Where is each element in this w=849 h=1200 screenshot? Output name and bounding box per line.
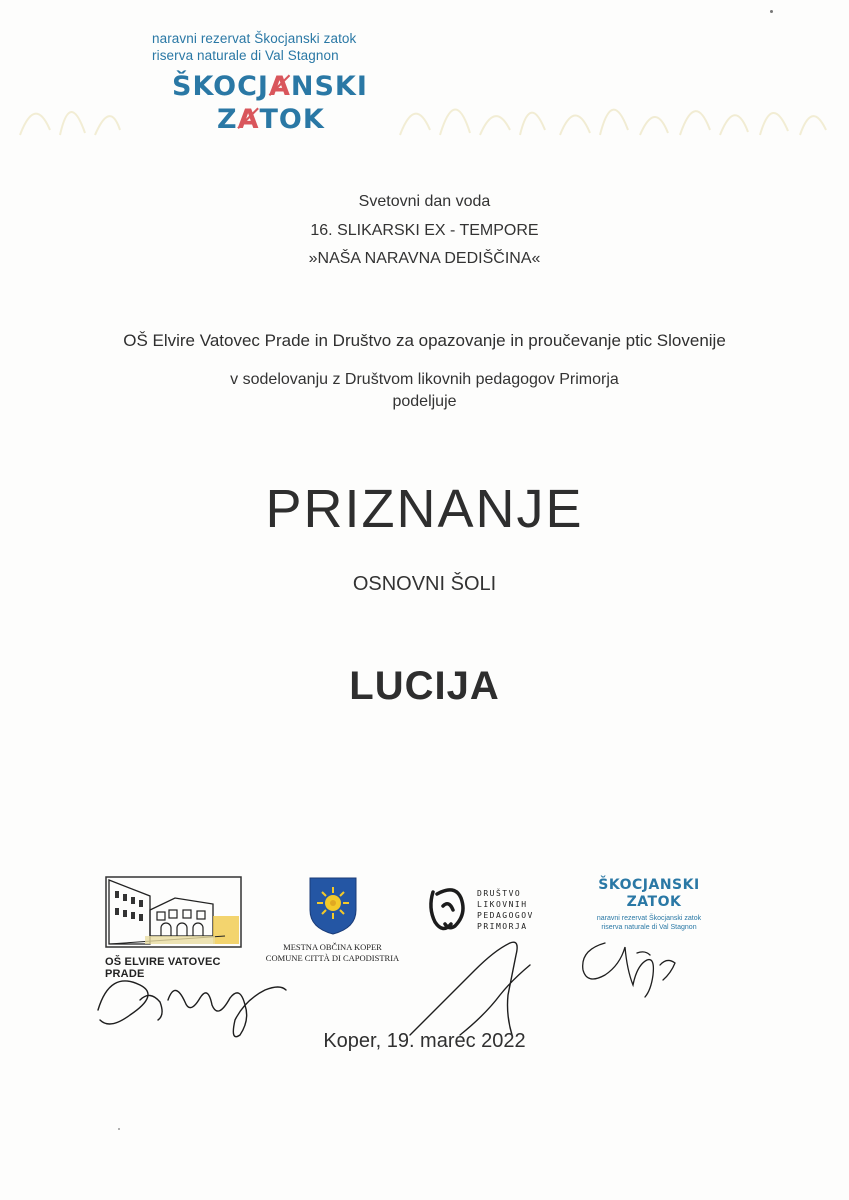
- header-logo-word2: [217, 103, 392, 136]
- award-recipient: LUCIJA: [349, 664, 500, 708]
- sz-small-word2: ZATOK: [626, 894, 682, 910]
- koper-logo: [265, 876, 400, 964]
- place-and-date: Koper, 19. marec 2022: [323, 1030, 526, 1052]
- dlp-text-line: DRUŠTVO: [477, 889, 522, 898]
- dlp-text-block: [477, 888, 534, 932]
- header-logo-subtitle-it: riserva naturale di Val Stagnon: [152, 48, 339, 63]
- header-logo-word2-part: TOK: [259, 104, 325, 135]
- school-logo-caption: OŠ ELVIRE VATOVEC PRADE: [105, 956, 221, 980]
- koper-caption-it: COMUNE CITTÀ DI CAPODISTRIA: [265, 953, 400, 963]
- organizers-cooperation: v sodelovanju z Društvom likovnih pedagogov Primorja: [230, 371, 619, 388]
- skocjanski-zatok-small-logo: [584, 877, 714, 932]
- bird-icon: Ⱥ: [237, 104, 260, 135]
- dlp-emblem-icon: [425, 884, 473, 936]
- signature-dlp: [400, 935, 550, 1045]
- header-logo-word1-part: NSKI: [290, 71, 368, 102]
- header-logo-wordmark: [172, 70, 392, 136]
- header-logo-word2-part: Z: [217, 104, 238, 135]
- award-recipient-type: OSNOVNI ŠOLI: [352, 573, 497, 595]
- event-edition: 16. SLIKARSKI EX - TEMPORE: [310, 222, 539, 239]
- bird-icon: Ⱥ: [268, 71, 291, 102]
- organizers-main: OŠ Elvire Vatovec Prade in Društvo za opazovanje in proučevanje ptic Slovenije: [123, 331, 726, 350]
- scan-speck: [770, 10, 773, 13]
- event-occasion: Svetovni dan voda: [358, 193, 491, 210]
- header-logo: [152, 30, 392, 136]
- event-theme: »NAŠA NARAVNA DEDIŠČINA«: [308, 250, 541, 267]
- decorative-bird-banner: [0, 75, 849, 145]
- award-title: PRIZNANJE: [265, 479, 584, 539]
- sz-small-sub-it: riserva naturale di Val Stagnon: [601, 924, 697, 931]
- koper-caption-sl: MESTNA OBČINA KOPER: [283, 942, 382, 952]
- header-logo-word1: [172, 70, 392, 103]
- sz-small-sub-sl: naravni rezervat Škocjanski zatok: [596, 915, 702, 922]
- organizers-verb: podeljuje: [392, 393, 457, 410]
- dlp-text-line: LIKOVNIH: [477, 900, 528, 909]
- signature-sz: [575, 935, 685, 1005]
- scan-speck: [118, 1128, 120, 1130]
- sz-small-word1: ŠKOCJANSKI: [598, 877, 700, 893]
- school-logo: [105, 876, 245, 980]
- school-building-icon: [105, 876, 245, 948]
- koper-coat-of-arms-icon: [308, 876, 358, 936]
- dlp-text-line: PEDAGOGOV: [477, 911, 534, 920]
- dlp-text-line: PRIMORJA: [477, 922, 528, 931]
- header-logo-word1-part: ŠKOCJ: [172, 71, 269, 102]
- header-logo-subtitle-sl: naravni rezervat Škocjanski zatok: [152, 31, 357, 46]
